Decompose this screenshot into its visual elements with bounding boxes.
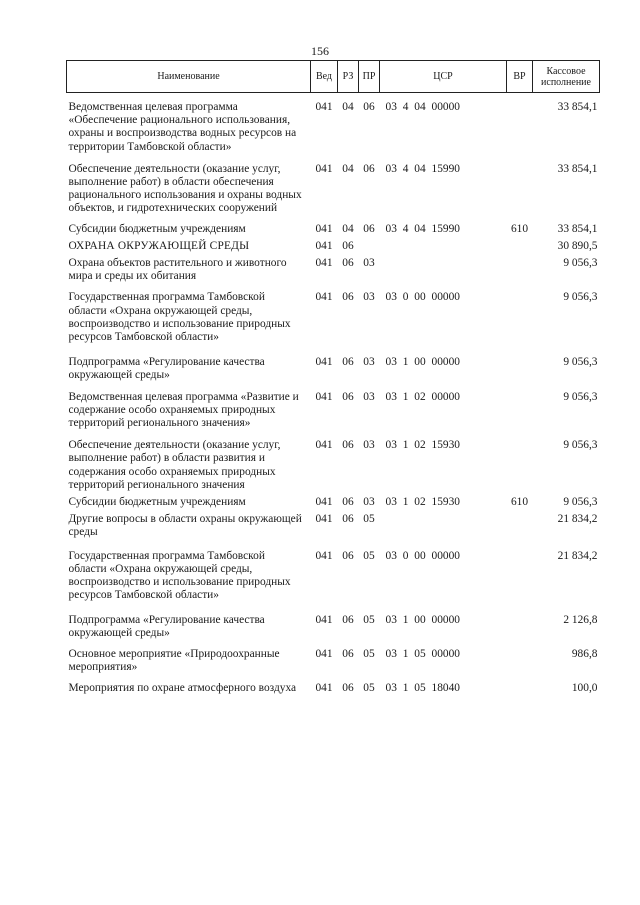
- cell-ved: 041: [315, 291, 333, 304]
- cell-vr: [507, 283, 533, 344]
- cell-rz: 06: [342, 291, 354, 304]
- cell-name: Государственная программа Тамбовской области «Охрана окружающей среды, воспроизводство и использование природных ресурсов Тамбовской области»: [68, 549, 291, 602]
- cell-vr: [507, 344, 533, 382]
- cell-ved: 041: [315, 613, 333, 626]
- cell-csr: 03 1 00 00000: [385, 356, 460, 369]
- cell-name: Ведомственная целевая программа «Развитие и содержание особо охраняемых природных территорий регионального значения»: [68, 390, 299, 430]
- cell-pr: [359, 236, 380, 253]
- header-pr: ПР: [359, 61, 380, 93]
- cell-ved: 041: [315, 257, 333, 270]
- header-ved: Вед: [311, 61, 338, 93]
- cell-pr: 05: [363, 647, 375, 660]
- budget-table: [66, 60, 600, 696]
- cell-rz: 06: [342, 549, 354, 562]
- cell-amount: 2 126,8: [563, 613, 598, 626]
- header-csr: ЦСР: [380, 61, 507, 93]
- cell-name: Субсидии бюджетным учреждениям: [68, 222, 246, 235]
- table-row: [67, 492, 600, 509]
- table-row: [67, 236, 600, 253]
- cell-name: Государственная программа Тамбовской области «Охрана окружающей среды, воспроизводство и использование природных ресурсов Тамбовской области»: [68, 291, 291, 344]
- cell-pr: 05: [363, 549, 375, 562]
- table-row: [67, 509, 600, 539]
- cell-rz: 06: [342, 390, 354, 403]
- table-row: [67, 93, 600, 154]
- cell-name: Обеспечение деятельности (оказание услуг, выполнение работ) в области обеспечения рационального использования и охраны водных объектов, и гидротехнических сооружений: [68, 162, 302, 215]
- cell-csr: 03 1 05 00000: [385, 647, 460, 660]
- cell-csr: 03 1 02 15930: [385, 496, 460, 509]
- cell-amount: 33 854,1: [557, 162, 598, 175]
- cell-name: Другие вопросы в области охраны окружающей среды: [68, 513, 302, 539]
- cell-name: Основное мероприятие «Природоохранные мероприятия»: [68, 647, 280, 674]
- cell-amount: 21 834,2: [557, 549, 598, 562]
- cell-name: Подпрограмма «Регулирование качества окружающей среды»: [68, 356, 265, 382]
- cell-vr: [507, 154, 533, 216]
- table-row: [67, 674, 600, 695]
- cell-pr: 03: [363, 356, 375, 369]
- cell-amount: 21 834,2: [557, 513, 598, 526]
- cell-amount: 9 056,3: [563, 390, 598, 403]
- cell-pr: 06: [363, 101, 375, 113]
- cell-ved: 041: [315, 222, 333, 235]
- cell-csr: 03 4 04 15990: [385, 222, 460, 235]
- table-row: [67, 540, 600, 603]
- cell-name: Мероприятия по охране атмосферного воздуха: [68, 682, 297, 695]
- cell-vr: [507, 674, 533, 695]
- cell-vr: [507, 509, 533, 539]
- cell-csr: 03 1 02 15930: [385, 439, 460, 452]
- cell-csr: 03 4 04 00000: [385, 101, 460, 113]
- cell-amount: 9 056,3: [563, 291, 598, 304]
- cell-ved: 041: [315, 682, 333, 695]
- cell-name: Ведомственная целевая программа «Обеспечение рационального использования, охраны и воспроизводства водных ресурсов на территории Тамбовской области»: [68, 101, 297, 153]
- cell-rz: 06: [342, 239, 354, 252]
- cell-rz: 06: [342, 496, 354, 509]
- cell-csr: 03 1 02 00000: [385, 390, 460, 403]
- cell-vr: [507, 383, 533, 431]
- cell-pr: 05: [363, 513, 375, 526]
- cell-pr: 03: [363, 496, 375, 509]
- cell-rz: 06: [342, 356, 354, 369]
- cell-pr: 05: [363, 682, 375, 695]
- cell-rz: 06: [342, 513, 354, 526]
- header-vr: ВР: [507, 61, 533, 93]
- cell-ved: 041: [315, 647, 333, 660]
- table-row: [67, 283, 600, 344]
- cell-csr: [380, 509, 507, 539]
- cell-vr: [507, 430, 533, 492]
- cell-vr: [507, 253, 533, 283]
- page-number: 156: [311, 44, 329, 58]
- cell-vr: 610: [510, 496, 529, 509]
- header-amount: Кассовое исполнение: [533, 61, 600, 93]
- cell-vr: [507, 236, 533, 253]
- cell-ved: 041: [315, 390, 333, 403]
- table-header-row: [67, 61, 600, 93]
- cell-name: ОХРАНА ОКРУЖАЮЩЕЙ СРЕДЫ: [68, 239, 250, 252]
- cell-amount: 986,8: [571, 647, 598, 660]
- cell-rz: 06: [342, 613, 354, 626]
- table-row: [67, 253, 600, 283]
- cell-vr: [507, 93, 533, 154]
- cell-pr: 03: [363, 291, 375, 304]
- cell-amount: 30 890,5: [557, 239, 598, 252]
- cell-csr: 03 1 05 18040: [385, 682, 460, 695]
- cell-rz: 04: [342, 101, 354, 113]
- cell-amount: 9 056,3: [563, 496, 598, 509]
- header-name: Наименование: [67, 61, 311, 93]
- cell-amount: 33 854,1: [557, 222, 598, 235]
- cell-rz: 04: [342, 162, 354, 175]
- table-row: [67, 216, 600, 236]
- cell-pr: 06: [363, 162, 375, 175]
- cell-pr: 03: [363, 257, 375, 270]
- header-rz: РЗ: [338, 61, 359, 93]
- table-row: [67, 344, 600, 382]
- cell-pr: 05: [363, 613, 375, 626]
- cell-csr: 03 0 00 00000: [385, 291, 460, 304]
- table-row: [67, 430, 600, 492]
- cell-rz: 06: [342, 647, 354, 660]
- table-row: [67, 154, 600, 216]
- cell-amount: 9 056,3: [563, 356, 598, 369]
- cell-name: Субсидии бюджетным учреждениям: [68, 496, 246, 509]
- cell-ved: 041: [315, 439, 333, 452]
- cell-name: Подпрограмма «Регулирование качества окружающей среды»: [68, 613, 265, 639]
- cell-ved: 041: [315, 356, 333, 369]
- cell-csr: [380, 236, 507, 253]
- cell-pr: 03: [363, 390, 375, 403]
- cell-rz: 04: [342, 222, 354, 235]
- cell-csr: 03 4 04 15990: [385, 162, 460, 175]
- cell-vr: 610: [510, 222, 529, 235]
- cell-ved: 041: [315, 549, 333, 562]
- cell-pr: 06: [363, 222, 375, 235]
- table-row: [67, 383, 600, 431]
- cell-csr: 03 0 00 00000: [385, 549, 460, 562]
- cell-amount: 9 056,3: [563, 439, 598, 452]
- cell-amount: 33 854,1: [557, 101, 598, 113]
- cell-vr: [507, 540, 533, 603]
- cell-rz: 06: [342, 682, 354, 695]
- cell-rz: 06: [342, 257, 354, 270]
- cell-ved: 041: [315, 496, 333, 509]
- table-row: [67, 603, 600, 640]
- cell-amount: 9 056,3: [563, 257, 598, 270]
- cell-ved: 041: [315, 513, 333, 526]
- cell-csr: 03 1 00 00000: [385, 613, 460, 626]
- cell-amount: 100,0: [571, 682, 598, 695]
- cell-ved: 041: [315, 101, 333, 113]
- cell-csr: [380, 253, 507, 283]
- cell-rz: 06: [342, 439, 354, 452]
- cell-vr: [507, 603, 533, 640]
- cell-pr: 03: [363, 439, 375, 452]
- cell-name: Охрана объектов растительного и животного мира и среды их обитания: [68, 257, 287, 283]
- cell-ved: 041: [315, 162, 333, 175]
- table-row: [67, 640, 600, 674]
- cell-name: Обеспечение деятельности (оказание услуг, выполнение работ) в области развития и содержания особо охраняемых природных территорий регионального значения: [68, 439, 281, 491]
- cell-vr: [507, 640, 533, 674]
- cell-ved: 041: [315, 239, 333, 252]
